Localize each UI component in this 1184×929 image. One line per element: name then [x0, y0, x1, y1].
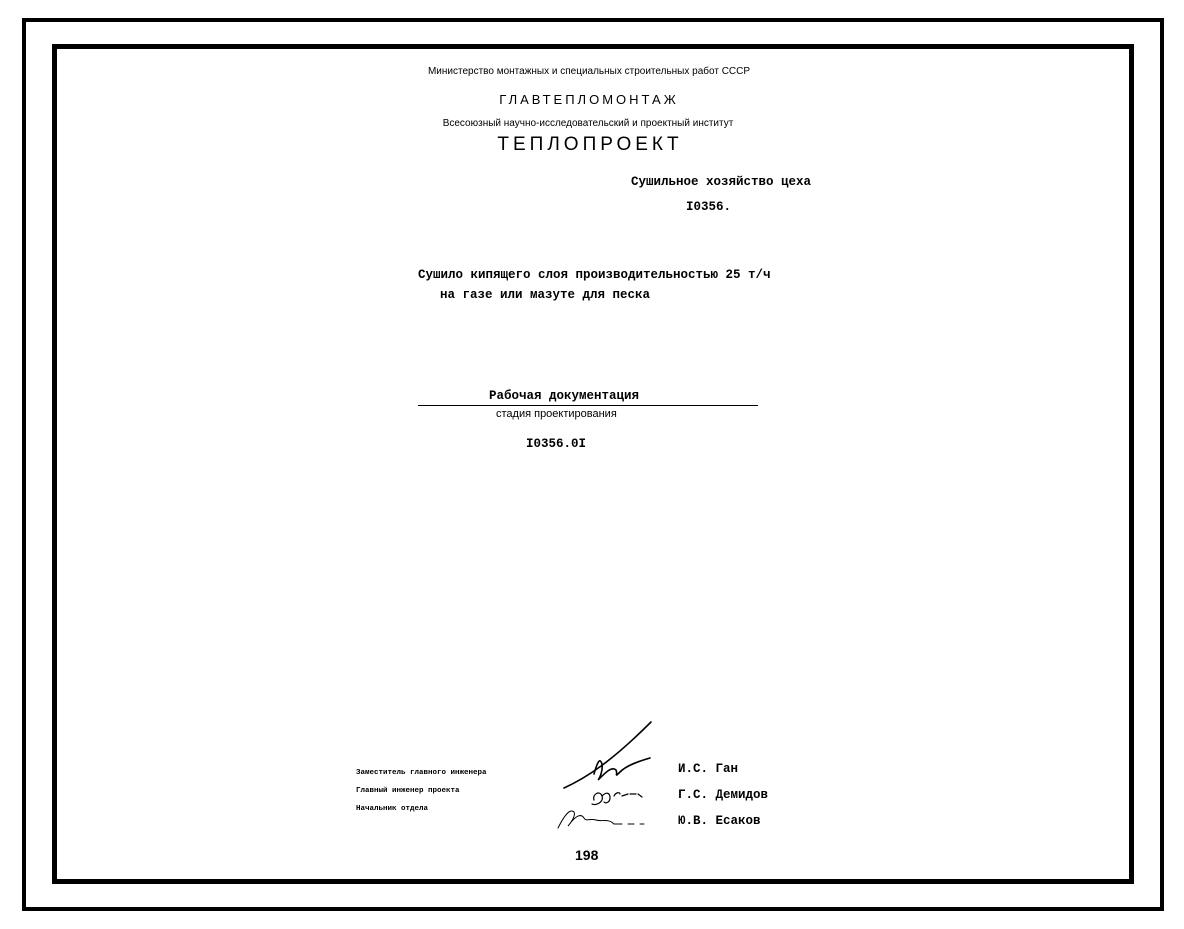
ministry-name: Министерство монтажных и специальных строительных работ СССР — [427, 66, 751, 77]
signature-demidov — [592, 793, 642, 805]
signatory-name: И.С. Ган — [678, 762, 739, 776]
design-stage-label: стадия проектирования — [496, 408, 617, 420]
institute-name: ТЕПЛОПРОЕКТ — [497, 134, 683, 155]
facility-code: I0356. — [686, 200, 732, 214]
signatory-role: Заместитель главного инженера — [356, 769, 487, 777]
institute-description: Всесоюзный научно-исследовательский и проектный институт — [442, 118, 734, 129]
documentation-type: Рабочая документация — [489, 389, 640, 403]
project-title-line-1: Сушило кипящего слоя производительностью 25 т/ч — [418, 268, 771, 282]
signatory-name: Ю.В. Есаков — [678, 814, 761, 828]
facility-name: Сушильное хозяйство цеха — [631, 175, 812, 189]
signatory-role: Главный инженер проекта — [356, 787, 460, 795]
signatory-role: Начальник отдела — [356, 805, 429, 813]
page-number: 198 — [575, 847, 599, 863]
signatory-name: Г.С. Демидов — [678, 788, 769, 802]
glavk-name: ГЛАВТЕПЛОМОНТАЖ — [499, 92, 679, 107]
project-title-line-2: на газе или мазуте для песка — [440, 288, 651, 302]
signature-gan — [564, 722, 651, 788]
documentation-divider — [418, 405, 758, 406]
handwritten-signatures — [556, 720, 680, 832]
signature-esakov — [558, 811, 644, 828]
documentation-code: I0356.0I — [526, 437, 587, 451]
